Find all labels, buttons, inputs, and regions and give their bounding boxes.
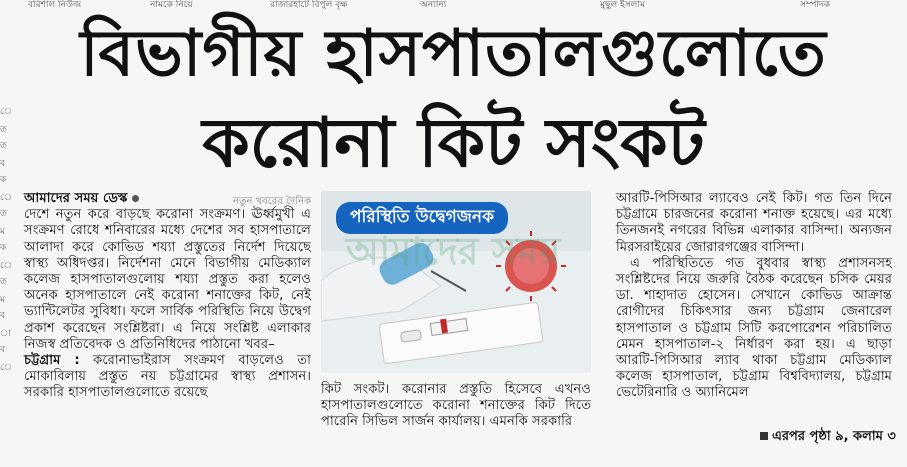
margin-mark: ে xyxy=(0,193,13,203)
margin-mark: ত xyxy=(0,125,7,135)
margin-mark: া xyxy=(0,329,12,339)
margin-mark: ব xyxy=(0,345,6,355)
top-strip-text: মুছুল ইসলাম xyxy=(600,0,645,10)
watermark-logo xyxy=(346,228,598,273)
margin-mark: ত xyxy=(0,277,7,287)
top-strip xyxy=(0,0,907,10)
top-strip-text: বরিশাল নিউজ xyxy=(28,0,82,10)
margin-mark: ব xyxy=(0,159,6,169)
continuation-note xyxy=(760,427,896,448)
margin-mark: ে xyxy=(0,107,13,117)
article-paragraph: আরটি-পিসিআর ল্যাবেও নেই কিট। গত তিন দিনে চট্টগ্রামে চারজনের করোনা শনাক্ত হয়েছে। এর মধ্যে তিনজনই নগরের বিভিন্ন এলাকার বাসিন্দা। অন্যজন মিরসরাইয়ের জোরারগঞ্জের বাসিন্দা। xyxy=(616,191,892,255)
photo-source-label: নতুন খবরের দৈনিক xyxy=(233,196,312,207)
byline-text: আমাদের সময় ডেস্ক xyxy=(24,191,128,206)
article-paragraph: দেশে নতুন করে বাড়ছে করোনা সংক্রমণ। ঊর্ধ্বমুখী এ সংক্রমণ রোধে শনিবারের মধ্যে দেশের সব হাসপাতালে আলাদা করে কোভিড শয্যা প্রস্তুতের নির্দেশ দিয়েছে স্বাস্থ্য অধিদপ্তর। নির্দেশনা মেনে বিভাগীয় মেডিক্যাল কলেজ হাসপাতালগুলোয় শয্যা প্রস্তুত করা হলেও অনেক হাসপাতালে নেই করোনা শনাক্তের কিট, নেই ভ্যান্টিলেটর সুবিধা। ফলে সার্বিক পরিস্থিতি নিয়ে উদ্বেগ প্রকাশ করেছেন সংশ্লিষ্টরা। এ নিয়ে সংশ্লিষ্ট এলাকার নিজস্ব প্রতিবেদক ও প্রতিনিধিদের পাঠানো খবর– xyxy=(24,207,311,352)
column-3 xyxy=(616,191,892,402)
top-strip-text: অন্যান্য xyxy=(420,0,447,10)
watermark-text: আমাদের সময় xyxy=(346,229,561,273)
margin-mark: ব xyxy=(0,311,6,321)
margin-mark: ত xyxy=(0,209,7,219)
continuation-text: এরপর পৃষ্ঠা ৯, কলাম ৩ xyxy=(772,429,896,444)
article-paragraph: কিট সংকট। করোনার প্রস্তুতি হিসেবে এখনও হাসপাতালগুলোতে করোনা শনাক্তের কিট দিতে পারেনি সিভিল সার্জন কার্যালয়। এমনকি সরকারি xyxy=(321,382,591,430)
article-text: করোনাভাইরাস সংক্রমণ বাড়লেও তা মোকাবিলায় প্রস্তুত নয় চট্টগ্রামের স্বাস্থ্য প্রশাসন। সরকারি হাসপাতালগুলোতে রয়েছে xyxy=(24,353,311,401)
column-1 xyxy=(24,191,311,402)
top-strip-text: রাজারহাটে বিপুল বৃক্ষ xyxy=(270,0,348,10)
margin-mark: ত xyxy=(0,141,7,151)
top-strip-text: নামকে নিয়ে xyxy=(150,0,193,10)
headline-line-1: বিভাগীয় হাসপাতালগুলোতে xyxy=(80,17,827,91)
bullet-icon xyxy=(132,195,139,202)
column-2 xyxy=(321,382,591,431)
top-strip-text: সম্পাদক xyxy=(800,0,831,10)
margin-mark: ক xyxy=(0,175,7,185)
margin-mark: ক xyxy=(0,243,7,253)
margin-mark: ে xyxy=(0,261,13,271)
margin-mark: ম xyxy=(0,227,5,237)
article-paragraph xyxy=(24,353,311,402)
margin-mark: ে xyxy=(0,363,13,373)
square-bullet-icon xyxy=(760,432,768,440)
article-paragraph: এ পরিস্থিতিতে গত বুধবার স্বাস্থ্য প্রশাসনসহ সংশ্লিষ্টদের নিয়ে জরুরি বৈঠক করেছেন চসিক মেয়র ডা. শাহাদাত হোসেন। সেখানে কোভিড আক্রান্ত রোগীদের চিকিৎসার জন্য চট্টগ্রাম জেনারেল হাসপাতাল ও চট্টগ্রাম সিটি করপোরেশন পরিচালিত মেমন হাসপাতাল-২ নির্ধারণ করা হয়। এ ছাড়া আরটি-পিসিআর ল্যাব থাকা চট্টগ্রাম মেডিক্যাল কলেজ হাসপাতাল, চট্টগ্রাম বিশ্ববিদ্যালয়, চট্টগ্রাম ভেটেরিনারি ও অ্যানিমেল xyxy=(616,255,892,401)
dateline: চট্টগ্রাম : xyxy=(24,353,80,369)
photo-title-badge: পরিস্থিতি উদ্বেগজনক xyxy=(336,202,508,234)
headline-line-2: করোনা কিট সংকট xyxy=(202,104,705,183)
margin-mark: ম xyxy=(0,295,5,305)
